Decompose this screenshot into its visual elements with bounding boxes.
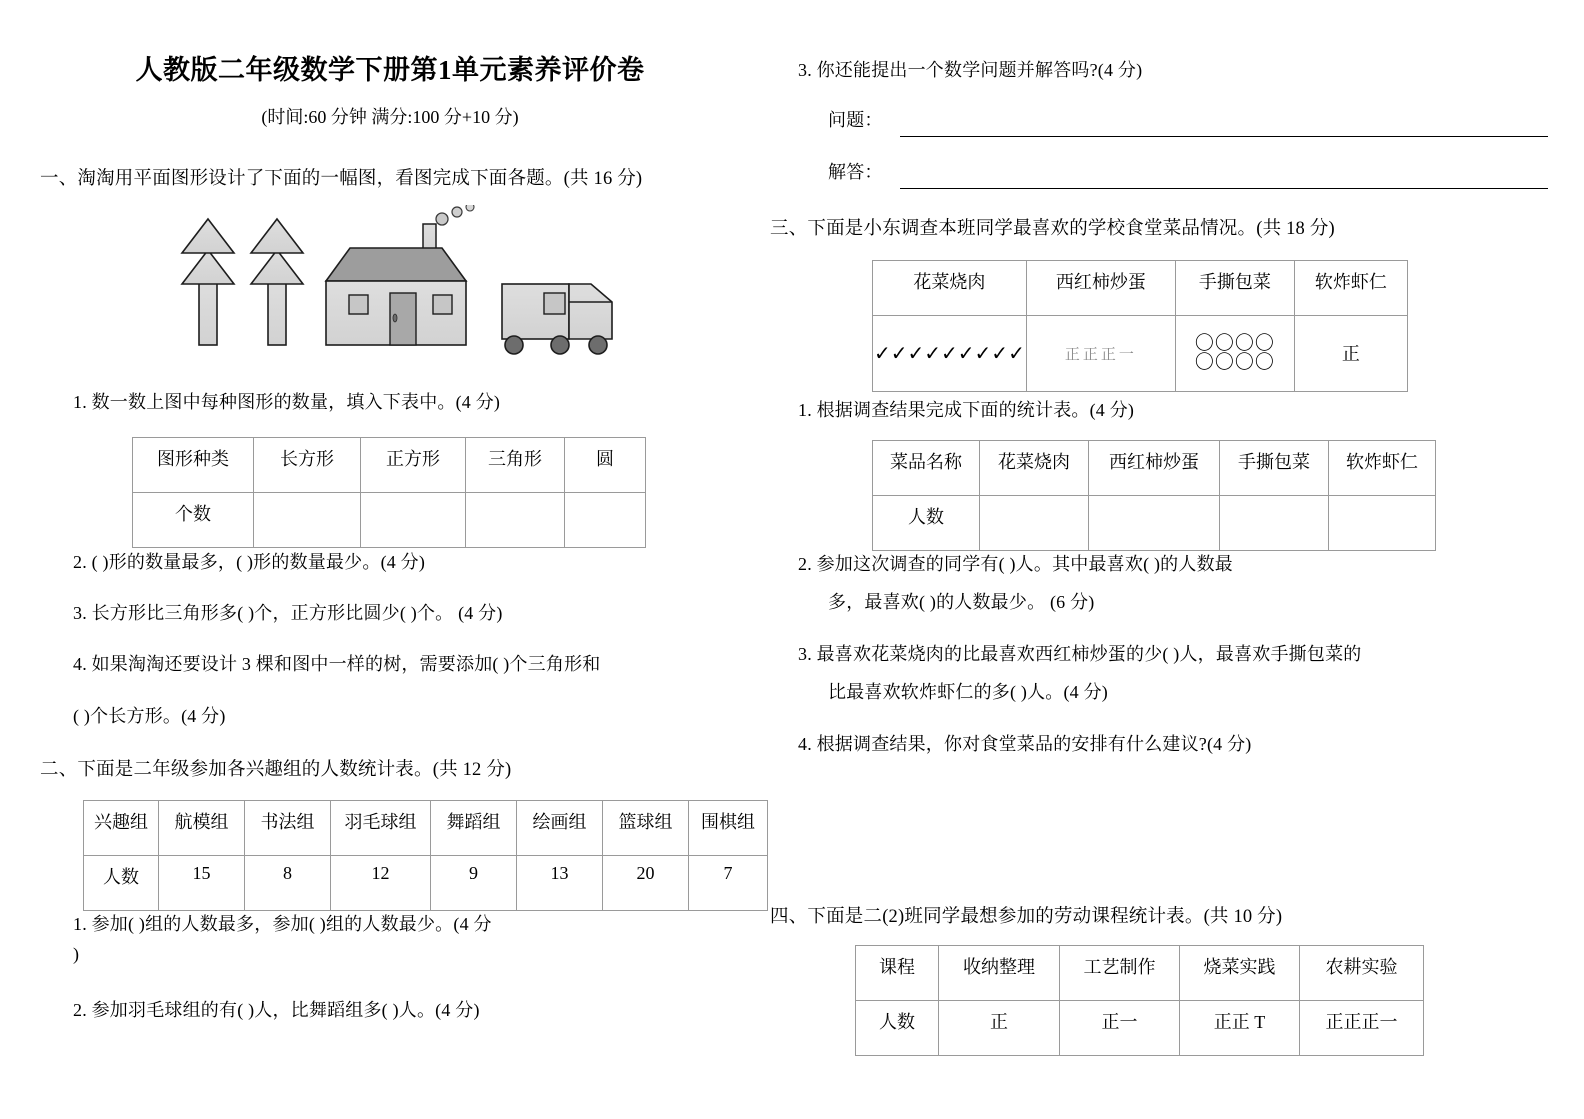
interest-table-cell-6: 7 [689,856,768,911]
interest-table-header-5: 绘画组 [517,801,603,856]
tally-cell-circles [1175,316,1294,392]
section-three-q3-line1: 3. 最喜欢花菜烧肉的比最喜欢西红柿炒蛋的少( )人，最喜欢手撕包菜的 [798,644,1362,664]
answer-label: 解答： [828,162,883,182]
page-title: 人教版二年级数学下册第1单元素养评价卷 [135,55,645,85]
section-one-heading: 一、淘淘用平面图形设计了下面的一幅图，看图完成下面各题。(共 16 分) [40,169,643,189]
section-four-heading: 四、下面是二(2)班同学最想参加的劳动课程统计表。(共 10 分) [770,907,1283,927]
dish-tally-table [872,260,1408,392]
left-column [0,0,770,1119]
section-three-q3-line2: 比最喜欢软炸虾仁的多( )人。(4 分) [828,682,1108,702]
dish-table-cell-2[interactable] [1220,496,1329,551]
table-row [873,316,1408,392]
interest-table-cell-4: 13 [517,856,603,911]
section-two-q1-line2: ) [73,944,80,964]
labor-table-header-1: 收纳整理 [939,946,1060,1001]
dish-count-table [872,440,1436,551]
interest-table-row-label: 人数 [84,856,159,911]
table-row [133,438,646,493]
dish-table-header-2: 西红柿炒蛋 [1089,441,1220,496]
interest-table-header-7: 围棋组 [689,801,768,856]
section-one-q2: 2. ( )形的数量最多，( )形的数量最少。(4 分) [73,552,426,572]
dish-table-cell-1[interactable] [1089,496,1220,551]
section-three-heading: 三、下面是小东调查本班同学最喜欢的学校食堂菜品情况。(共 18 分) [770,219,1335,239]
labor-course-table [855,945,1424,1056]
interest-table-header-6: 篮球组 [603,801,689,856]
tally-header-0: 花菜烧肉 [873,261,1027,316]
dish-table-header-4: 软炸虾仁 [1329,441,1436,496]
table-row [873,441,1436,496]
table-row [856,1001,1424,1056]
shape-table-cell-0[interactable] [254,493,361,548]
question-answer-rule[interactable] [900,136,1548,137]
table-row [856,946,1424,1001]
check-marks: ✓✓✓✓✓✓✓✓✓ [874,341,1025,365]
section-one-q4-line2: ( )个长方形。(4 分) [73,706,226,726]
tree-left [182,219,234,345]
section-one-q1: 1. 数一数上图中每种图形的数量，填入下表中。(4 分) [73,392,501,412]
table-row [84,801,768,856]
interest-table-header-4: 舞蹈组 [431,801,517,856]
shapes-illustration [150,205,620,380]
labor-table-cell-3: 正正正一 [1300,1001,1424,1056]
shape-table-cell-3[interactable] [565,493,646,548]
dish-table-header-0: 菜品名称 [873,441,980,496]
tree-right [251,219,303,345]
section-one-q4-line1: 4. 如果淘淘还要设计 3 棵和图中一样的树，需要添加( )个三角形和 [73,654,601,674]
labor-table-row-label: 人数 [856,1001,939,1056]
question-label: 问题： [828,110,883,130]
interest-table-cell-3: 9 [431,856,517,911]
section-two-heading: 二、下面是二年级参加各兴趣组的人数统计表。(共 12 分) [40,760,512,780]
dish-table-header-1: 花菜烧肉 [980,441,1089,496]
section-two-q1-line1: 1. 参加( )组的人数最多，参加( )组的人数最少。(4 分 [73,914,492,934]
labor-table-cell-0: 正 [939,1001,1060,1056]
section-three-q1: 1. 根据调查结果完成下面的统计表。(4 分) [798,400,1135,420]
section-two-q2: 2. 参加羽毛球组的有( )人，比舞蹈组多( )人。(4 分) [73,1000,480,1020]
shape-table-header-2: 正方形 [361,438,466,493]
shape-table-cell-1[interactable] [361,493,466,548]
tally-cell-zheng-gray [1026,316,1175,392]
table-row [133,493,646,548]
page-subtitle: (时间:60 分钟 满分:100 分+10 分) [261,107,519,127]
shape-table-row-label: 个数 [133,493,254,548]
tally-header-3: 软炸虾仁 [1294,261,1407,316]
interest-table-header-2: 书法组 [245,801,331,856]
dish-table-cell-3[interactable] [1329,496,1436,551]
labor-table-cell-2: 正正 T [1180,1001,1300,1056]
interest-group-table [83,800,768,911]
shape-table-cell-2[interactable] [466,493,565,548]
circle-row-1: 〇〇〇〇 [1194,332,1275,354]
dish-table-cell-0[interactable] [980,496,1089,551]
table-row [873,496,1436,551]
labor-table-header-4: 农耕实验 [1300,946,1424,1001]
shape-table-header-4: 圆 [565,438,646,493]
shape-table-header-3: 三角形 [466,438,565,493]
table-row [84,856,768,911]
shape-count-table [132,437,646,548]
shape-table-header-1: 长方形 [254,438,361,493]
dish-table-header-3: 手撕包菜 [1220,441,1329,496]
section-three-q2-line1: 2. 参加这次调查的同学有( )人。其中最喜欢( )的人数最 [798,554,1233,574]
tally-header-2: 手撕包菜 [1175,261,1294,316]
section-one-q3: 3. 长方形比三角形多( )个，正方形比圆少( )个。 (4 分) [73,603,503,623]
interest-table-header-1: 航模组 [159,801,245,856]
section-three-q2-line2: 多，最喜欢( )的人数最少。 (6 分) [828,592,1095,612]
tally-cell-zheng: 正 [1294,316,1407,392]
house [326,205,474,345]
table-row [873,261,1408,316]
interest-table-cell-5: 20 [603,856,689,911]
interest-table-cell-2: 12 [331,856,431,911]
answer-rule[interactable] [900,188,1548,189]
right-column [770,0,1584,1119]
labor-table-header-3: 烧菜实践 [1180,946,1300,1001]
dish-table-row-label: 人数 [873,496,980,551]
labor-table-header-2: 工艺制作 [1060,946,1180,1001]
tally-header-1: 西红柿炒蛋 [1026,261,1175,316]
zheng-marks-gray: 正正正一 [1064,346,1137,363]
interest-table-header-3: 羽毛球组 [331,801,431,856]
interest-table-cell-0: 15 [159,856,245,911]
truck [502,284,612,354]
shape-table-header-0: 图形种类 [133,438,254,493]
circle-row-2: 〇〇〇〇 [1194,351,1275,373]
right-q3: 3. 你还能提出一个数学问题并解答吗?(4 分) [798,60,1143,80]
tally-cell-checks [873,316,1027,392]
labor-table-cell-1: 正一 [1060,1001,1180,1056]
labor-table-header-0: 课程 [856,946,939,1001]
section-three-q4: 4. 根据调查结果，你对食堂菜品的安排有什么建议?(4 分) [798,734,1252,754]
interest-table-cell-1: 8 [245,856,331,911]
interest-table-header-0: 兴趣组 [84,801,159,856]
